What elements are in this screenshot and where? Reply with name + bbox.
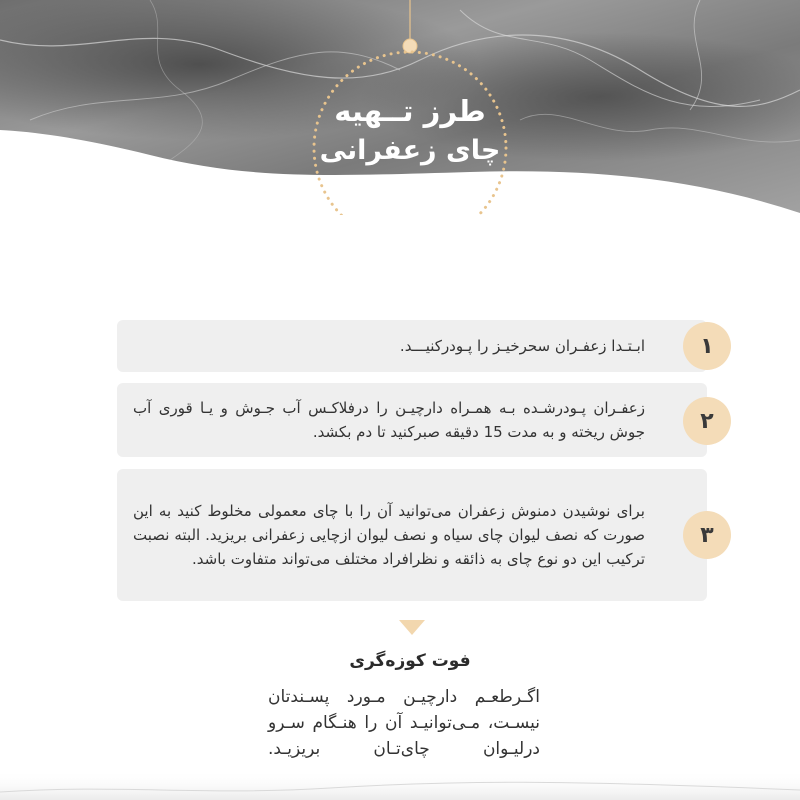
step-text-2: زعفـران پـودرشـده بـه همـراه دارچیـن را درفلاکـس آب جـوش و یـا قوری آب جوش ریخته و به مدت 15 دقیقه صبرکنید تا دم بکشد. bbox=[133, 399, 645, 441]
tip-title: فوت کوزه‌گری bbox=[349, 651, 471, 671]
step-number-1: ۱ bbox=[683, 322, 731, 370]
tip-arrow-icon bbox=[399, 620, 425, 635]
step-text-3: برای نوشیدن دمنوش زعفران می‌توانید آن را با چای معمولی مخلوط کنید به این صورت که نصف لیوان چای سیاه و نصف لیوان ازچایی زعفرانی بریزید. البته نصبت ترکیب این دو نوع چای به ذائقه و نظرافراد مختلف می‌تواند متفاوت باشد. bbox=[133, 502, 645, 568]
step-card-1 bbox=[117, 320, 707, 372]
step-card-2 bbox=[117, 383, 707, 457]
title-line-2: چای زعفرانی bbox=[319, 135, 501, 166]
page-title bbox=[300, 92, 520, 170]
tip-text: اگـرطعـم دارچیـن مـورد پسـندتان نیسـت، مـی‌توانیـد آن را هنـگام سـرو درلیـوان چای‌تـان بریزیـد. bbox=[268, 687, 540, 759]
bottom-decoration bbox=[0, 770, 800, 800]
step-text-1: ابـتـدا زعفـران سحرخیـز را پـودرکنیـــد. bbox=[399, 337, 645, 355]
step-number-2: ۲ bbox=[683, 397, 731, 445]
step-number-3: ۳ bbox=[683, 511, 731, 559]
step-card-3 bbox=[117, 469, 707, 601]
title-line-1: طرز تــهیه bbox=[334, 94, 486, 128]
